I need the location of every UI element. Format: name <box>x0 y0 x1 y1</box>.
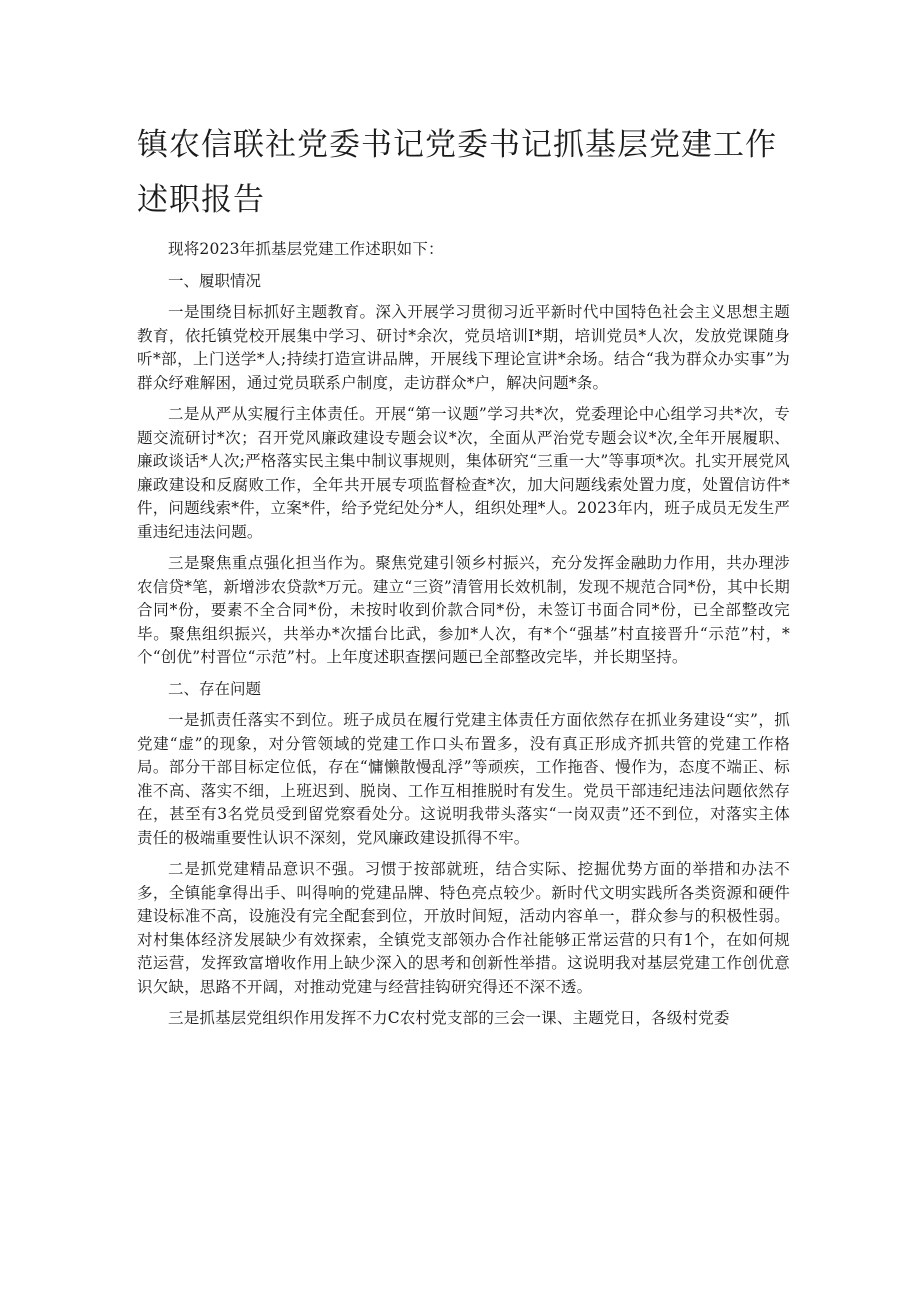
paragraph-responsibility-gap: 一是抓责任落实不到位。班子成员在履行党建主体责任方面依然存在抓业务建设“实”，抓党建“虚”的现象，对分管领域的党建工作口头布置多，没有真正形成齐抓共管的党建工作格局。部分干部目标定位低，存在“慵懒散慢乱浮”等顽疾，工作拖沓、慢作为，态度不端正、标准不高、落实不细，上班迟到、脱岗、工作互相推脱时有发生。党员干部违纪违法问题依然存在，甚至有3名党员受到留党察看处分。这说明我带头落实“一岗双责”还不到位，对落实主体责任的极端重要性认识不深刻，党风廉政建设抓得不牢。 <box>137 711 790 847</box>
section-heading-duties: 一、履职情况 <box>168 271 262 290</box>
document-title: 镇农信联社党委书记党委书记抓基层党建工作述职报告 <box>137 127 777 218</box>
paragraph-key-focus: 三是聚焦重点强化担当作为。聚焦党建引领乡村振兴，充分发挥金融助力作用，共办理涉农信贷*笔，新增涉农贷款*万元。建立“三资”清管用长效机制，发现不规范合同*份，其中长期合同*份，要素不全合同*份，未按时收到价款合同*份，未签订书面合同*份，已全部整改完毕。聚焦组织振兴，共举办*次擂台比武，参加*人次，有*个“强基”村直接晋升“示范”村，*个“创优”村晋位“示范”村。上年度述职查摆问题已全部整改完毕，并长期坚持。 <box>137 554 790 666</box>
paragraph-theme-education: 一是围绕目标抓好主题教育。深入开展学习贯彻习近平新时代中国特色社会主义思想主题教育，依托镇党校开展集中学习、研讨*余次，党员培训I*期，培训党员*人次，发放党课随身听*部，上门送学*人;持续打造宣讲品牌，开展线下理论宣讲*余场。结合“我为群众办实事”为群众纾难解困，通过党员联系户制度，走访群众*户，解决问题*条。 <box>137 303 790 392</box>
document-body <box>137 238 790 1031</box>
intro-paragraph: 现将2023年抓基层党建工作述职如下： <box>168 240 444 258</box>
paragraph-quality-awareness: 二是抓党建精品意识不强。习惯于按部就班，结合实际、挖掘优势方面的举措和办法不多，全镇能拿得出手、叫得响的党建品牌、特色亮点较少。新时代文明实践所各类资源和硬件建设标准不高，设施没有完全配套到位，开放时间短，活动内容单一，群众参与的积极性弱。对村集体经济发展缺少有效探索，全镇党支部领办合作社能够正常运营的只有1个，在如何规范运营，发挥致富增收作用上缺少深入的思考和创新性举措。这说明我对基层党建工作创优意识欠缺，思路不开阔，对推动党建与经营挂钩研究得还不深不透。 <box>137 860 790 996</box>
paragraph-main-responsibility: 二是从严从实履行主体责任。开展“第一议题”学习共*次，党委理论中心组学习共*次，专题交流研讨*次；召开党风廉政建设专题会议*次，全面从严治党专题会议*次,全年开展履职、廉政谈话*人次;严格落实民主集中制议事规则，集体研究“三重一大”等事项*次。扎实开展党风廉政建设和反腐败工作，全年共开展专项监督检查*次，加大问题线索处置力度，处置信访件*件，问题线索*件，立案*件，给予党纪处分*人，组织处理*人。2023年内，班子成员无发生严重违纪违法问题。 <box>137 405 790 541</box>
paragraph-grassroots-role: 三是抓基层党组织作用发挥不力C农村党支部的三会一课、主题党日，各级村党委 <box>168 1009 730 1027</box>
section-heading-problems: 二、存在问题 <box>168 679 262 698</box>
